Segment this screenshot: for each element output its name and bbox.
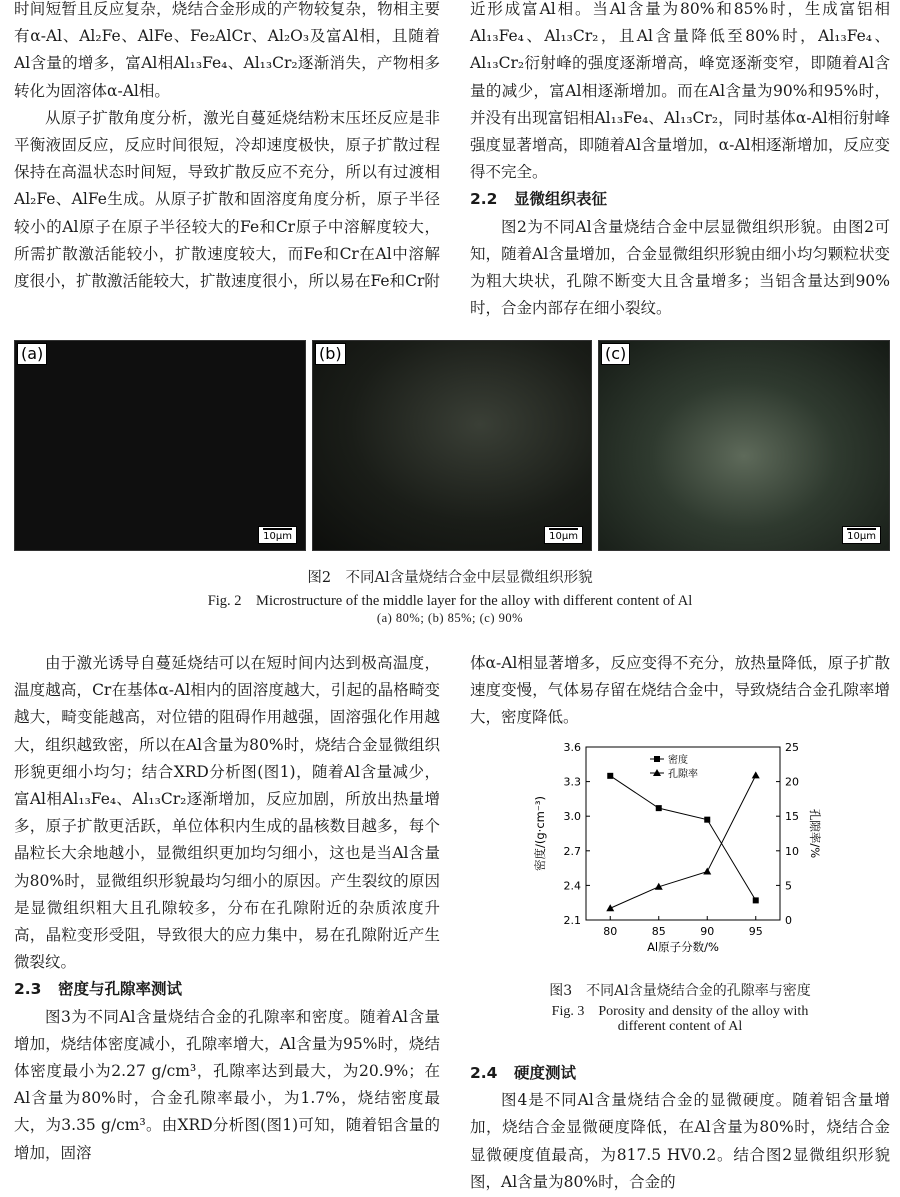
panel-label: (b) bbox=[315, 343, 346, 365]
section-title: 硬度测试 bbox=[514, 1064, 577, 1082]
y-left-tick-label: 2.4 bbox=[563, 879, 581, 893]
section-number: 2.4 bbox=[470, 1064, 498, 1082]
y-left-tick-label: 3.3 bbox=[563, 775, 581, 789]
data-point-density bbox=[607, 773, 613, 779]
figure-2-caption-zh: 图2 不同Al含量烧结合金中层显微组织形貌 bbox=[307, 570, 593, 586]
paragraph: 图4是不同Al含量烧结合金的显微硬度。随着铝含量增加，烧结合金显微硬度降低，在Al含量为80%时，烧结合金显微硬度值最高，为817.5 HV0.2。结合图2显微组织形貌图，Al含量为80%时，合金的 bbox=[470, 1091, 890, 1191]
paragraph: 从原子扩散角度分析，激光自蔓延烧结粉末压坯反应是非平衡液固反应，反应时间很短，冷却速度极快，原子扩散过程保持在高温状态时间短，导致扩散反应不充分，所以有过渡相Al₂Fe、AlFe生成。从原子扩散和固溶度角度分析，原子半径较小的Al原子在原子半径较大的Fe和Cr原子中溶解度较大，所需扩散激活能较小，扩散速度较大，而Fe和Cr在Al中溶解度很小，扩散激活能较大，扩散速度很小，所以易在Fe和Cr附 bbox=[14, 108, 440, 291]
y-left-tick-label: 2.7 bbox=[563, 844, 581, 858]
section-number: 2.3 bbox=[14, 980, 42, 999]
y-right-tick-label: 25 bbox=[785, 741, 799, 754]
left-column-top bbox=[14, 0, 440, 295]
x-axis-label: Al原子分数/% bbox=[647, 940, 719, 954]
section-heading bbox=[470, 1060, 890, 1087]
paragraph: 图3为不同Al含量烧结合金的孔隙率和密度。随着Al含量增加，烧结体密度减小，孔隙率增大，Al含量为95%时，烧结体密度最小为2.27 g/cm³，孔隙率达到最大，为20.9%；在Al含量为80%时，合金孔隙率最小，为1.7%，烧结密度最大，为3.35 g/cm³。由XRD分析图(图1)可知，随着铝含量的增加，固溶 bbox=[14, 1007, 440, 1162]
section-heading bbox=[470, 186, 890, 213]
section-heading bbox=[14, 976, 440, 1003]
right-column-bottom bbox=[470, 650, 890, 732]
y-left-tick-label: 3.0 bbox=[563, 810, 581, 824]
figure-2-caption-en: Fig. 2 Microstructure of the middle layer for the alloy with different content of Al bbox=[207, 593, 693, 609]
y-right-tick-label: 5 bbox=[785, 879, 792, 893]
data-point-density bbox=[753, 897, 759, 903]
section-title: 显微组织表征 bbox=[514, 190, 608, 209]
panel-label: (a) bbox=[17, 343, 47, 365]
panel-label: (c) bbox=[601, 343, 630, 365]
series-line-1 bbox=[610, 776, 756, 901]
figure-3-chart bbox=[528, 735, 822, 975]
micrograph-a bbox=[14, 340, 306, 551]
y-right-tick-label: 10 bbox=[785, 844, 799, 858]
data-point-porosity bbox=[703, 868, 711, 875]
x-tick-label: 90 bbox=[700, 925, 715, 938]
y-left-tick-label: 3.6 bbox=[563, 741, 581, 754]
paragraph: 图2为不同Al含量烧结合金中层显微组织形貌。由图2可知，随着Al含量增加，合金显微组织形貌由细小均匀颗粒状变为粗大块状，孔隙不断变大且含量增多；当铝含量达到90%时，合金内部存在细小裂纹。 bbox=[470, 217, 890, 318]
legend-label-porosity: 孔隙率 bbox=[668, 769, 698, 780]
paragraph: 近形成富Al相。当Al含量为80%和85%时，生成富铝相Al₁₃Fe₄、Al₁₃Cr₂，且Al含量降低至80%时，Al₁₃Fe₄、Al₁₃Cr₂衍射峰的强度逐渐增高，峰宽逐渐变窄，即随着Al含量的减少，富Al相逐渐增加。而在Al含量为90%和95%时，并没有出现富铝相Al₁₃Fe₄、Al₁₃Cr₂，同时基体α-Al相衍射峰强度显著增高，即随着Al含量增加，α-Al相逐渐增加，反应变得不完全。 bbox=[470, 0, 891, 182]
micrograph-c bbox=[598, 340, 890, 551]
y-left-tick-label: 2.1 bbox=[563, 914, 581, 927]
legend-label-density: 密度 bbox=[668, 755, 688, 766]
y-right-axis-label: 孔隙率/% bbox=[808, 808, 822, 859]
y-right-tick-label: 20 bbox=[785, 775, 799, 789]
figure-2-micrographs bbox=[14, 340, 890, 551]
legend-marker-density bbox=[654, 756, 660, 762]
x-tick-label: 80 bbox=[603, 925, 618, 938]
figure-3-caption-zh: 图3 不同Al含量烧结合金的孔隙率与密度 bbox=[549, 983, 811, 999]
scale-bar: 10μm bbox=[544, 526, 583, 544]
y-left-axis-label: 密度/(g·cm⁻³) bbox=[533, 795, 547, 872]
data-point-density bbox=[656, 805, 662, 811]
series-line-2 bbox=[610, 775, 756, 908]
data-point-porosity bbox=[752, 771, 760, 778]
right-column-section-2-4 bbox=[470, 1060, 890, 1196]
y-right-tick-label: 15 bbox=[785, 810, 799, 824]
left-column-bottom bbox=[14, 650, 440, 1167]
data-point-porosity bbox=[606, 904, 614, 911]
scale-bar: 10μm bbox=[258, 526, 297, 544]
figure-2-caption-sub: (a) 80%; (b) 85%; (c) 90% bbox=[376, 611, 524, 625]
paragraph: 体α-Al相显著增多，反应变得不充分，放热量降低，原子扩散速度变慢，气体易存留在烧结合金中，导致烧结合金孔隙率增大，密度降低。 bbox=[470, 654, 890, 727]
micrograph-b bbox=[312, 340, 592, 551]
figure-3-caption-en: Fig. 3 Porosity and density of the alloy with bbox=[551, 1004, 809, 1019]
y-right-tick-label: 0 bbox=[785, 914, 792, 927]
figure-3-caption-en: different content of Al bbox=[617, 1019, 743, 1034]
scale-bar: 10μm bbox=[842, 526, 881, 544]
section-number: 2.2 bbox=[470, 190, 498, 209]
section-title: 密度与孔隙率测试 bbox=[58, 980, 183, 999]
paragraph: 时间短暂且反应复杂，烧结合金形成的产物较复杂，物相主要有α-Al、Al₂Fe、AlFe、Fe₂AlCr、Al₂O₃及富Al相，且随着Al含量的增多，富Al相Al₁₃Fe₄、Al₁₃Cr₂逐渐消失，产物相多转化为固溶体α-Al相。 bbox=[14, 0, 440, 100]
x-tick-label: 85 bbox=[651, 925, 666, 938]
right-column-top bbox=[470, 0, 890, 322]
data-point-density bbox=[704, 817, 710, 823]
chart-svg bbox=[528, 735, 822, 975]
paragraph: 由于激光诱导自蔓延烧结可以在短时间内达到极高温度，温度越高，Cr在基体α-Al相内的固溶度越大，引起的晶格畸变越大，畸变能越高，对位错的阻碍作用越强，固溶强化作用越大，组织越致密，所以在Al含量为80%时，烧结合金显微组织形貌更细小均匀；结合XRD分析图(图1)，随着Al含量减少，富Al相Al₁₃Fe₄、Al₁₃Cr₂逐渐增加，反应加剧，所放出热量增多，原子扩散更活跃，单位体积内生成的晶核数目越多，每个晶粒长大余地越小，显微组织更加均匀细小，这也是当Al含量为80%时，显微组织形貌最均匀细小的原因。产生裂纹的原因是显微组织粗大且孔隙较多，分布在孔隙附近的杂质浓度升高，晶粒变形受阻，导致很大的应力集中，易在孔隙附近产生微裂纹。 bbox=[14, 654, 440, 972]
x-tick-label: 95 bbox=[748, 925, 763, 938]
